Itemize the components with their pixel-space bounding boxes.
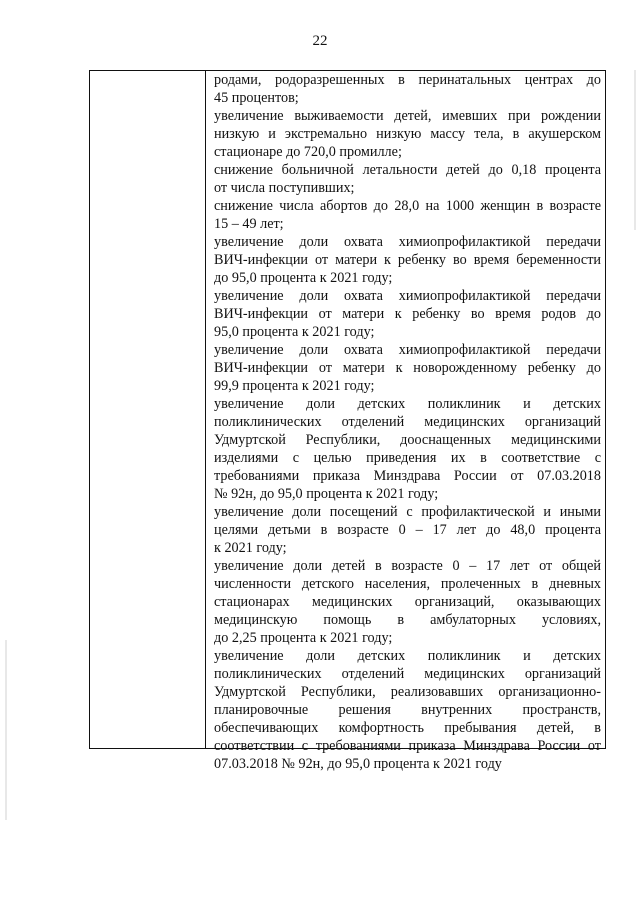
text-line: увеличение доли посещений с профилактической и иными: [214, 504, 601, 520]
text-line: стационаре до 720,0 промилле;: [214, 144, 402, 160]
text-line: требованиями приказа Минздрава России от 07.03.2018: [214, 468, 601, 484]
text-line: увеличение доли охвата химиопрофилактикой передачи: [214, 234, 601, 250]
text-line: ВИЧ-инфекции от матери к новорожденному ребенку до: [214, 360, 601, 376]
table-right-cell: [214, 71, 601, 772]
text-line: изделиями с целью приведения их в соответствие с: [214, 450, 601, 466]
text-line: целями детьми в возрасте 0 – 17 лет до 48,0 процента: [214, 522, 601, 538]
text-line: Удмуртской Республики, реализовавших организационно-: [214, 684, 601, 700]
text-line: 95,0 процента к 2021 году;: [214, 324, 375, 340]
text-line: стационарах медицинских организаций, оказывающих: [214, 594, 601, 610]
text-line: увеличение доли охвата химиопрофилактикой передачи: [214, 288, 601, 304]
text-line: от числа поступивших;: [214, 180, 355, 196]
text-line: численности детского населения, пролеченных в дневных: [214, 576, 601, 592]
text-line: соответствии с требованиями приказа Минздрава России от: [214, 738, 601, 754]
scan-edge-mark: [634, 70, 636, 230]
text-line: увеличение доли охвата химиопрофилактикой передачи: [214, 342, 601, 358]
text-line: низкую и экстремально низкую массу тела, в акушерском: [214, 126, 601, 142]
text-line: снижение больничной летальности детей до 0,18 процента: [214, 162, 601, 178]
scan-edge-mark: [5, 640, 7, 820]
text-line: 45 процентов;: [214, 90, 299, 106]
text-line: увеличение доли детских поликлиник и детских: [214, 396, 601, 412]
text-line: поликлинических отделений медицинских организаций: [214, 666, 601, 682]
text-line: к 2021 году;: [214, 540, 287, 556]
text-line: 15 – 49 лет;: [214, 216, 284, 232]
text-line: до 95,0 процента к 2021 году;: [214, 270, 393, 286]
text-line: увеличение выживаемости детей, имевших при рождении: [214, 108, 601, 124]
page-number: 22: [312, 33, 328, 49]
table-left-cell: [90, 71, 206, 748]
text-line: медицинскую помощь в амбулаторных условиях,: [214, 612, 601, 628]
text-line: планировочные решения внутренних пространств,: [214, 702, 601, 718]
text-line: № 92н, до 95,0 процента к 2021 году;: [214, 486, 439, 502]
text-line: обеспечивающих комфортность пребывания детей, в: [214, 720, 601, 736]
text-line: ВИЧ-инфекции от матери к ребенку во время беременности: [214, 252, 601, 268]
text-line: увеличение доли детей в возрасте 0 – 17 лет от общей: [214, 558, 601, 574]
text-line: до 2,25 процента к 2021 году;: [214, 630, 393, 646]
text-line: Удмуртской Республики, дооснащенных медицинскими: [214, 432, 601, 448]
document-table: [89, 70, 606, 772]
text-line: снижение числа абортов до 28,0 на 1000 женщин в возрасте: [214, 198, 601, 214]
text-line: родами, родоразрешенных в перинатальных центрах до: [214, 72, 601, 88]
text-line: 07.03.2018 № 92н, до 95,0 процента к 2021 году: [214, 756, 502, 772]
text-line: увеличение доли детских поликлиник и детских: [214, 648, 601, 664]
text-line: 99,9 процента к 2021 году;: [214, 378, 375, 394]
text-line: поликлинических отделений медицинских организаций: [214, 414, 601, 430]
text-line: ВИЧ-инфекции от матери к ребенку во время родов до: [214, 306, 601, 322]
